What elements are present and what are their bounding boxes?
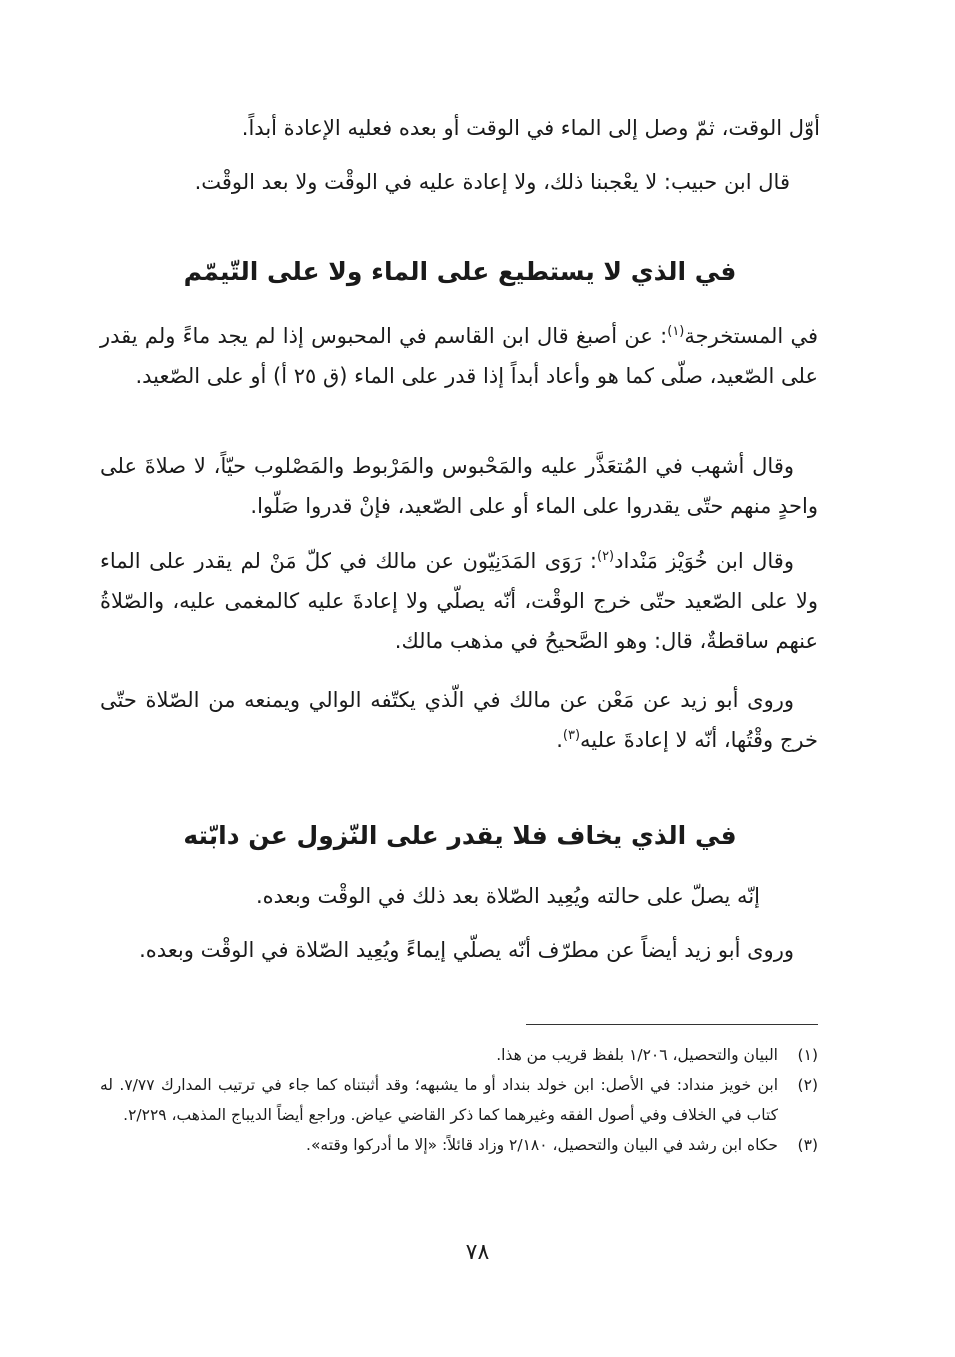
paragraph-text: وقال ابن خُوَيْز مَنْداد: [614, 549, 794, 573]
footnotes: [100, 1040, 818, 1160]
footnote-ref-3[interactable]: (٣): [562, 728, 581, 743]
footnote-number: (٢): [797, 1076, 818, 1094]
footnote-text: ابن خويز منداد: في الأصل: ابن خولد بنداد أو ما يشبهه؛ وقد أثبتناه كما جاء في ترتيب المدارك ٧/٧٧. له كتاب في الخلاف وفي أصول الفقه وغيرهما كما ذكر القاضي عياض. وراجع أيضاً الديباج المذهب، ٢/٢٢٩.: [100, 1076, 778, 1124]
footnote-1: [100, 1040, 818, 1070]
paragraph-text: .: [556, 728, 563, 752]
footnote-divider: [526, 1024, 818, 1025]
paragraph-text: : رَوَى المَدَنِيّون عن مالك في كلّ مَنْ لم يقدر على الماء ولا على الصّعيد حتّى خرج الوقْت، أنّه يصلّي ولا إعادةَ عليه كالمغمى عليه، والصّلاةُ عنهم ساقطةٌ، قال: وهو الصَّحيحُ في مذهب مالك.: [100, 549, 818, 653]
paragraph-continuation: أوّل الوقت، ثمّ وصل إلى الماء في الوقت أو بعده فعليه الإعادة أبداً.: [241, 116, 820, 140]
footnote-number: (٣): [797, 1136, 818, 1154]
paragraph-abu-zayd: [100, 680, 818, 760]
paragraph-text: وروى أبو زيد عن مَعْن عن مالك في الّذي يكتّفه الوالي ويمنعه من الصّلاة حتّى خرج وقْتُها، أنّه لا إعادةَ عليه: [100, 688, 818, 752]
paragraph-text: : عن أصبغ قال ابن القاسم في المحبوس إذا لم يجد ماءً ولم يقدر على الصّعيد، صلّى كما هو وأعاد أبداً إذا قدر على الماء (ق ٢٥ أ) أو على الصّعيد.: [100, 324, 818, 388]
footnote-ref-1[interactable]: (١): [667, 324, 685, 339]
page-number: ٧٨: [465, 1240, 490, 1265]
paragraph-mustakhraja: [100, 316, 818, 396]
footnote-ref-2[interactable]: (٢): [596, 549, 615, 564]
paragraph-ibn-habib: قال ابن حبيب: لا يعْجبنا ذلك، ولا إعادة عليه في الوقْت ولا بعد الوقْت.: [194, 170, 790, 194]
footnote-3: [100, 1130, 818, 1160]
section-heading-mount: في الذي يخاف فلا يقدر على النّزول عن دابّته: [183, 821, 737, 850]
footnote-number: (١): [797, 1046, 818, 1064]
section-heading-tayammum: في الذي لا يستطيع على الماء ولا على التّيمّم: [183, 257, 737, 286]
footnote-text: البيان والتحصيل، ١/٢٠٦ بلفظ قريب من هذا.: [496, 1046, 778, 1064]
paragraph-ibn-khuwayz: [100, 541, 818, 661]
footnote-text: حكاه ابن رشد في البيان والتحصيل، ٢/١٨٠ وزاد قائلاً: «إلا ما أدركوا وقته».: [306, 1136, 778, 1154]
footnote-2: [100, 1070, 818, 1130]
paragraph-ashhab: وقال أشهب في المُتعَذَّر عليه والمَحْبوس والمَرْبوط والمَصْلوب حيّاً، لا صلاةَ على واحدٍ منهم حتّى يقدروا على الماء أو على الصّعيد، فإنْ قدروا صَلّوا.: [100, 454, 818, 518]
paragraph-mount-ruling: إنّه يصلّ على حالته ويُعِيد الصّلاة بعد ذلك في الوقْت وبعده.: [255, 884, 760, 908]
paragraph-mutarrif: وروى أبو زيد أيضاً عن مطرّف أنّه يصلّي إيماءً ويُعِيد الصّلاة في الوقْت وبعده.: [139, 938, 794, 962]
paragraph-text: في المستخرجة: [684, 324, 819, 348]
